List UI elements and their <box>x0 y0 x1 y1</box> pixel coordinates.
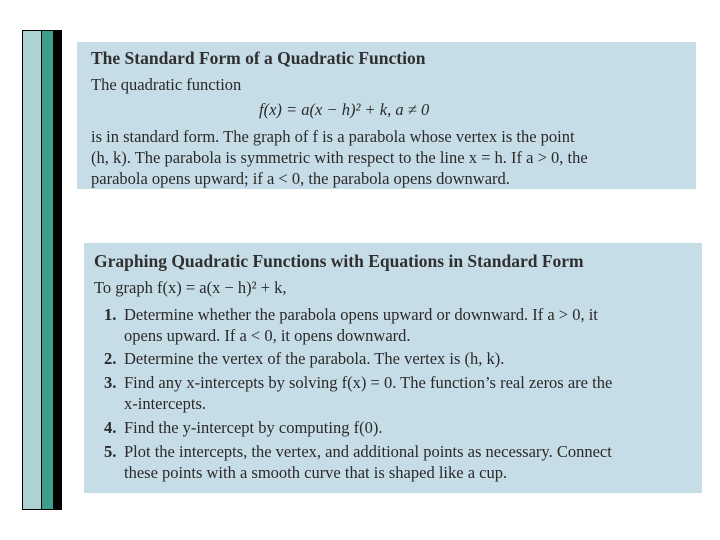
step-3-line-1: Find any x-intercepts by solving f(x) = 0. The function’s real zeros are the <box>124 373 613 392</box>
step-3-line-2: x-intercepts. <box>124 394 207 413</box>
standard-form-equation: f(x) = a(x − h)² + k, a ≠ 0 <box>259 100 430 119</box>
step-5-number: 5. <box>104 442 117 461</box>
step-5-line-2: these points with a smooth curve that is shaped like a cup. <box>124 463 508 482</box>
step-1-line-1: Determine whether the parabola opens upward or downward. If a > 0, it <box>124 305 598 324</box>
standard-form-box <box>77 42 696 189</box>
graphing-steps-box <box>84 243 702 493</box>
standard-form-line-2: (h, k). The parabola is symmetric with respect to the line x = h. If a > 0, the <box>91 148 588 167</box>
standard-form-title: The Standard Form of a Quadratic Function <box>91 48 426 68</box>
standard-form-line-1: is in standard form. The graph of f is a parabola whose vertex is the point <box>91 127 575 146</box>
step-1-line-2: opens upward. If a < 0, it opens downward. <box>124 326 411 345</box>
step-2-number: 2. <box>104 349 117 368</box>
step-4-line-1: Find the y-intercept by computing f(0). <box>124 418 383 437</box>
step-5-line-1: Plot the intercepts, the vertex, and additional points as necessary. Connect <box>124 442 612 461</box>
step-4-number: 4. <box>104 418 117 437</box>
step-2-line-1: Determine the vertex of the parabola. The vertex is (h, k). <box>124 349 505 368</box>
standard-form-intro: The quadratic function <box>91 75 242 94</box>
standard-form-line-3: parabola opens upward; if a < 0, the parabola opens downward. <box>91 169 510 188</box>
graphing-steps-title: Graphing Quadratic Functions with Equations in Standard Form <box>94 251 584 271</box>
decorative-stripe-dark <box>53 30 62 510</box>
graphing-steps-intro: To graph f(x) = a(x − h)² + k, <box>94 278 287 297</box>
decorative-stripe-teal <box>42 30 53 510</box>
step-1-number: 1. <box>104 305 117 324</box>
step-3-number: 3. <box>104 373 117 392</box>
decorative-stripe-light <box>22 30 42 510</box>
